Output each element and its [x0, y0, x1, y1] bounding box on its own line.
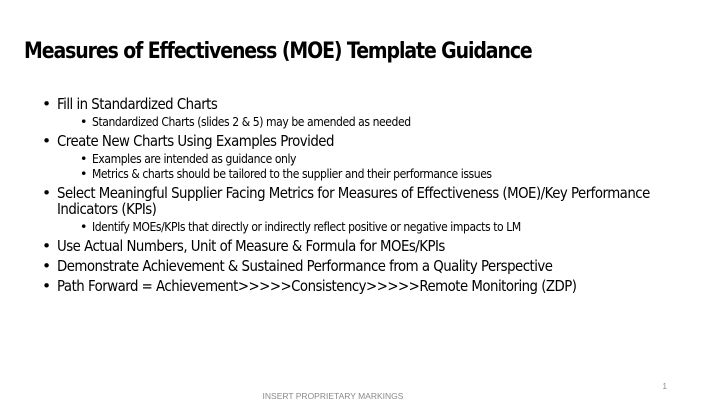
sub-bullet-text: Examples are intended as guidance only — [92, 151, 297, 166]
page-number: 1 — [662, 382, 667, 391]
sub-bullet-item — [80, 151, 692, 166]
slide-title: Measures of Effectiveness (MOE) Template Guidance — [24, 38, 532, 64]
bullet-item — [42, 238, 692, 254]
sub-bullet-list — [80, 151, 692, 181]
sub-bullet-list — [80, 114, 692, 129]
sub-bullet-item — [80, 114, 692, 129]
bullet-dot-icon: • — [42, 184, 51, 202]
sub-bullet-item — [80, 219, 692, 234]
bullet-text: Select Meaningful Supplier Facing Metrics for Measures of Effectiveness (MOE)/Key Performance Indicators (KPIs) — [57, 184, 650, 218]
sub-bullet-text: Metrics & charts should be tailored to the supplier and their performance issues — [92, 166, 492, 181]
bullet-item — [42, 96, 692, 129]
sub-bullet-dot-icon: • — [80, 151, 87, 166]
bullet-text: Create New Charts Using Examples Provided — [57, 132, 334, 150]
bullet-text: Path Forward = Achievement>>>>>Consistency>>>>>Remote Monitoring (ZDP) — [57, 277, 577, 295]
bullet-text: Use Actual Numbers, Unit of Measure & Formula for MOEs/KPIs — [57, 237, 445, 255]
bullet-dot-icon: • — [42, 277, 51, 295]
sub-bullet-text: Identify MOEs/KPIs that directly or indirectly reflect positive or negative impacts to LM — [92, 219, 521, 234]
bullet-item — [42, 278, 692, 294]
footer-proprietary-marking: INSERT PROPRIETARY MARKINGS — [262, 391, 404, 401]
bullet-item — [42, 185, 692, 234]
sub-bullet-text: Standardized Charts (slides 2 & 5) may be amended as needed — [92, 114, 411, 129]
bullet-item — [42, 133, 692, 181]
bullet-text: Demonstrate Achievement & Sustained Performance from a Quality Perspective — [57, 257, 553, 275]
bullet-list — [42, 96, 692, 298]
bullet-dot-icon: • — [42, 237, 51, 255]
sub-bullet-dot-icon: • — [80, 114, 87, 129]
bullet-dot-icon: • — [42, 95, 51, 113]
bullet-dot-icon: • — [42, 132, 51, 150]
bullet-text: Fill in Standardized Charts — [57, 95, 218, 113]
sub-bullet-dot-icon: • — [80, 166, 87, 181]
bullet-dot-icon: • — [42, 257, 51, 275]
sub-bullet-item — [80, 166, 692, 181]
bullet-item — [42, 258, 692, 274]
sub-bullet-list — [80, 219, 692, 234]
sub-bullet-dot-icon: • — [80, 219, 87, 234]
